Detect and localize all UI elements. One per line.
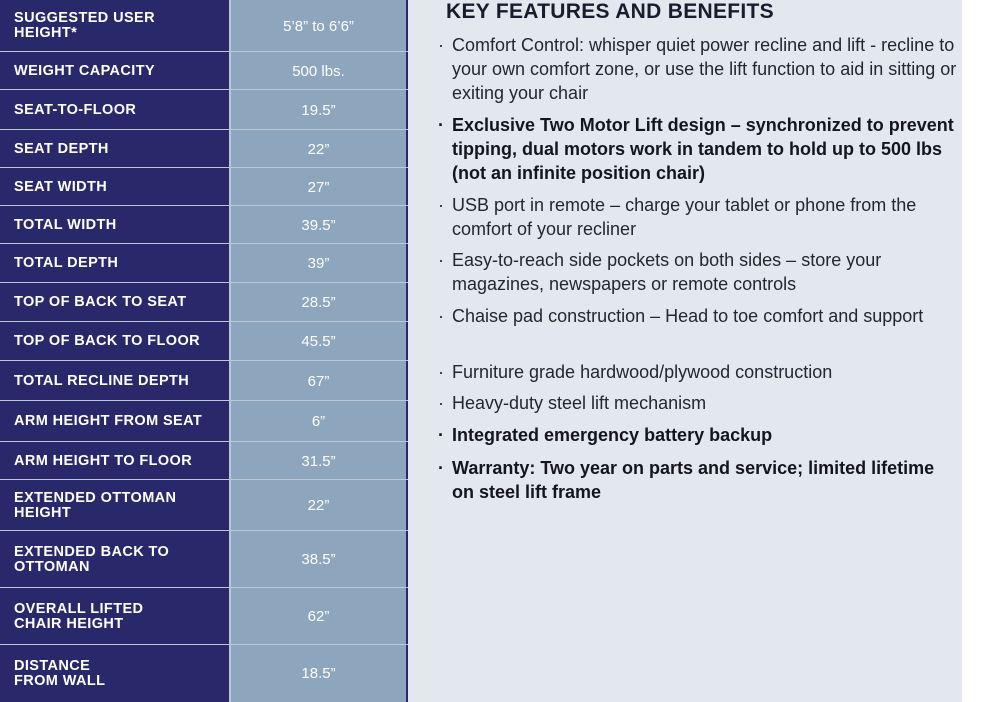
spec-value: 500 lbs. [231, 52, 406, 90]
spec-value: 19.5” [231, 90, 406, 130]
spec-value: 62” [231, 588, 406, 645]
row-divider [0, 129, 408, 130]
spec-value: 31.5” [231, 442, 406, 480]
spec-value: 38.5” [231, 531, 406, 588]
spec-row [0, 361, 408, 401]
spec-row [0, 130, 408, 168]
row-divider [0, 243, 408, 244]
spec-value: 22” [231, 130, 406, 168]
spec-label: TOP OF BACK TO SEAT [0, 283, 228, 322]
spec-label: SUGGESTED USER HEIGHT* [0, 0, 228, 52]
spec-label: TOTAL WIDTH [0, 206, 228, 244]
row-divider [0, 167, 408, 168]
spec-label: TOP OF BACK TO FLOOR [0, 322, 228, 361]
spec-label: TOTAL RECLINE DEPTH [0, 361, 228, 401]
spec-label: DISTANCE FROM WALL [0, 645, 228, 702]
spec-row [0, 52, 408, 90]
bullet-icon: · [438, 393, 444, 413]
bullet-icon: · [438, 35, 444, 55]
bullet-icon: · [438, 458, 444, 478]
spec-table [0, 0, 408, 702]
spec-value: 28.5” [231, 283, 406, 322]
spec-label: OVERALL LIFTED CHAIR HEIGHT [0, 588, 228, 645]
bullet-icon: · [438, 250, 444, 270]
feature-text: Furniture grade hardwood/plywood construction [452, 362, 833, 382]
spec-row [0, 442, 408, 480]
spec-row [0, 645, 408, 702]
bullet-icon: · [438, 362, 444, 382]
spec-value: 39” [231, 244, 406, 283]
spec-row [0, 588, 408, 645]
row-divider [0, 441, 408, 442]
feature-item [438, 193, 958, 241]
row-divider [0, 530, 408, 531]
spec-row [0, 206, 408, 244]
feature-item [438, 423, 958, 447]
row-divider [0, 400, 408, 401]
spec-row [0, 168, 408, 206]
feature-item [438, 360, 958, 384]
spec-value: 18.5” [231, 645, 406, 702]
spec-value: 22” [231, 480, 406, 531]
row-divider [0, 587, 408, 588]
row-divider [0, 205, 408, 206]
spec-value: 39.5” [231, 206, 406, 244]
feature-item [438, 456, 958, 504]
feature-text: Warranty: Two year on parts and service; limited lifetime on steel lift frame [452, 458, 935, 502]
row-divider [0, 282, 408, 283]
row-divider [0, 89, 408, 90]
spec-label: SEAT-TO-FLOOR [0, 90, 228, 130]
feature-text: Exclusive Two Motor Lift design – synchronized to prevent tipping, dual motors work in tandem to hold up to 500 lbs (not an infinite position chair) [452, 115, 954, 183]
spec-label: ARM HEIGHT FROM SEAT [0, 401, 228, 442]
features-heading: KEY FEATURES AND BENEFITS [446, 0, 774, 23]
bullet-icon: · [438, 425, 444, 445]
spec-value: 6” [231, 401, 406, 442]
spec-label: SEAT DEPTH [0, 130, 228, 168]
spec-value: 5’8” to 6’6” [231, 0, 406, 52]
row-divider [0, 321, 408, 322]
row-divider [0, 360, 408, 361]
feature-text: Chaise pad construction – Head to toe comfort and support [452, 306, 924, 326]
spec-value: 27” [231, 168, 406, 206]
feature-text: Heavy-duty steel lift mechanism [452, 393, 707, 413]
spec-row [0, 401, 408, 442]
spec-row [0, 0, 408, 52]
spec-row [0, 322, 408, 361]
spec-row [0, 531, 408, 588]
feature-text: USB port in remote – charge your tablet or phone from the comfort of your recliner [452, 195, 917, 239]
feature-item [438, 248, 958, 296]
spec-label: EXTENDED OTTOMAN HEIGHT [0, 480, 228, 531]
feature-item [438, 33, 958, 105]
spec-label: EXTENDED BACK TO OTTOMAN [0, 531, 228, 588]
spec-row [0, 480, 408, 531]
spec-label: SEAT WIDTH [0, 168, 228, 206]
spec-label: ARM HEIGHT TO FLOOR [0, 442, 228, 480]
feature-item [438, 113, 958, 185]
feature-item [438, 391, 958, 415]
feature-text: Comfort Control: whisper quiet power recline and lift - recline to your own comfort zone, or use the lift function to aid in sitting or exiting your chair [452, 35, 957, 103]
row-divider [0, 644, 408, 645]
spec-row [0, 90, 408, 130]
row-divider [0, 51, 408, 52]
feature-text: Easy-to-reach side pockets on both sides – store your magazines, newspapers or remote controls [452, 250, 882, 294]
spec-row [0, 244, 408, 283]
bullet-icon: · [438, 306, 444, 326]
bullet-icon: · [438, 115, 444, 135]
row-divider [0, 479, 408, 480]
spec-label: TOTAL DEPTH [0, 244, 228, 283]
feature-item [438, 304, 958, 328]
spec-label: WEIGHT CAPACITY [0, 52, 228, 90]
bullet-icon: · [438, 195, 444, 215]
spec-value: 67” [231, 361, 406, 401]
features-panel [408, 0, 962, 702]
spec-row [0, 283, 408, 322]
spec-value: 45.5” [231, 322, 406, 361]
feature-text: Integrated emergency battery backup [452, 425, 773, 445]
